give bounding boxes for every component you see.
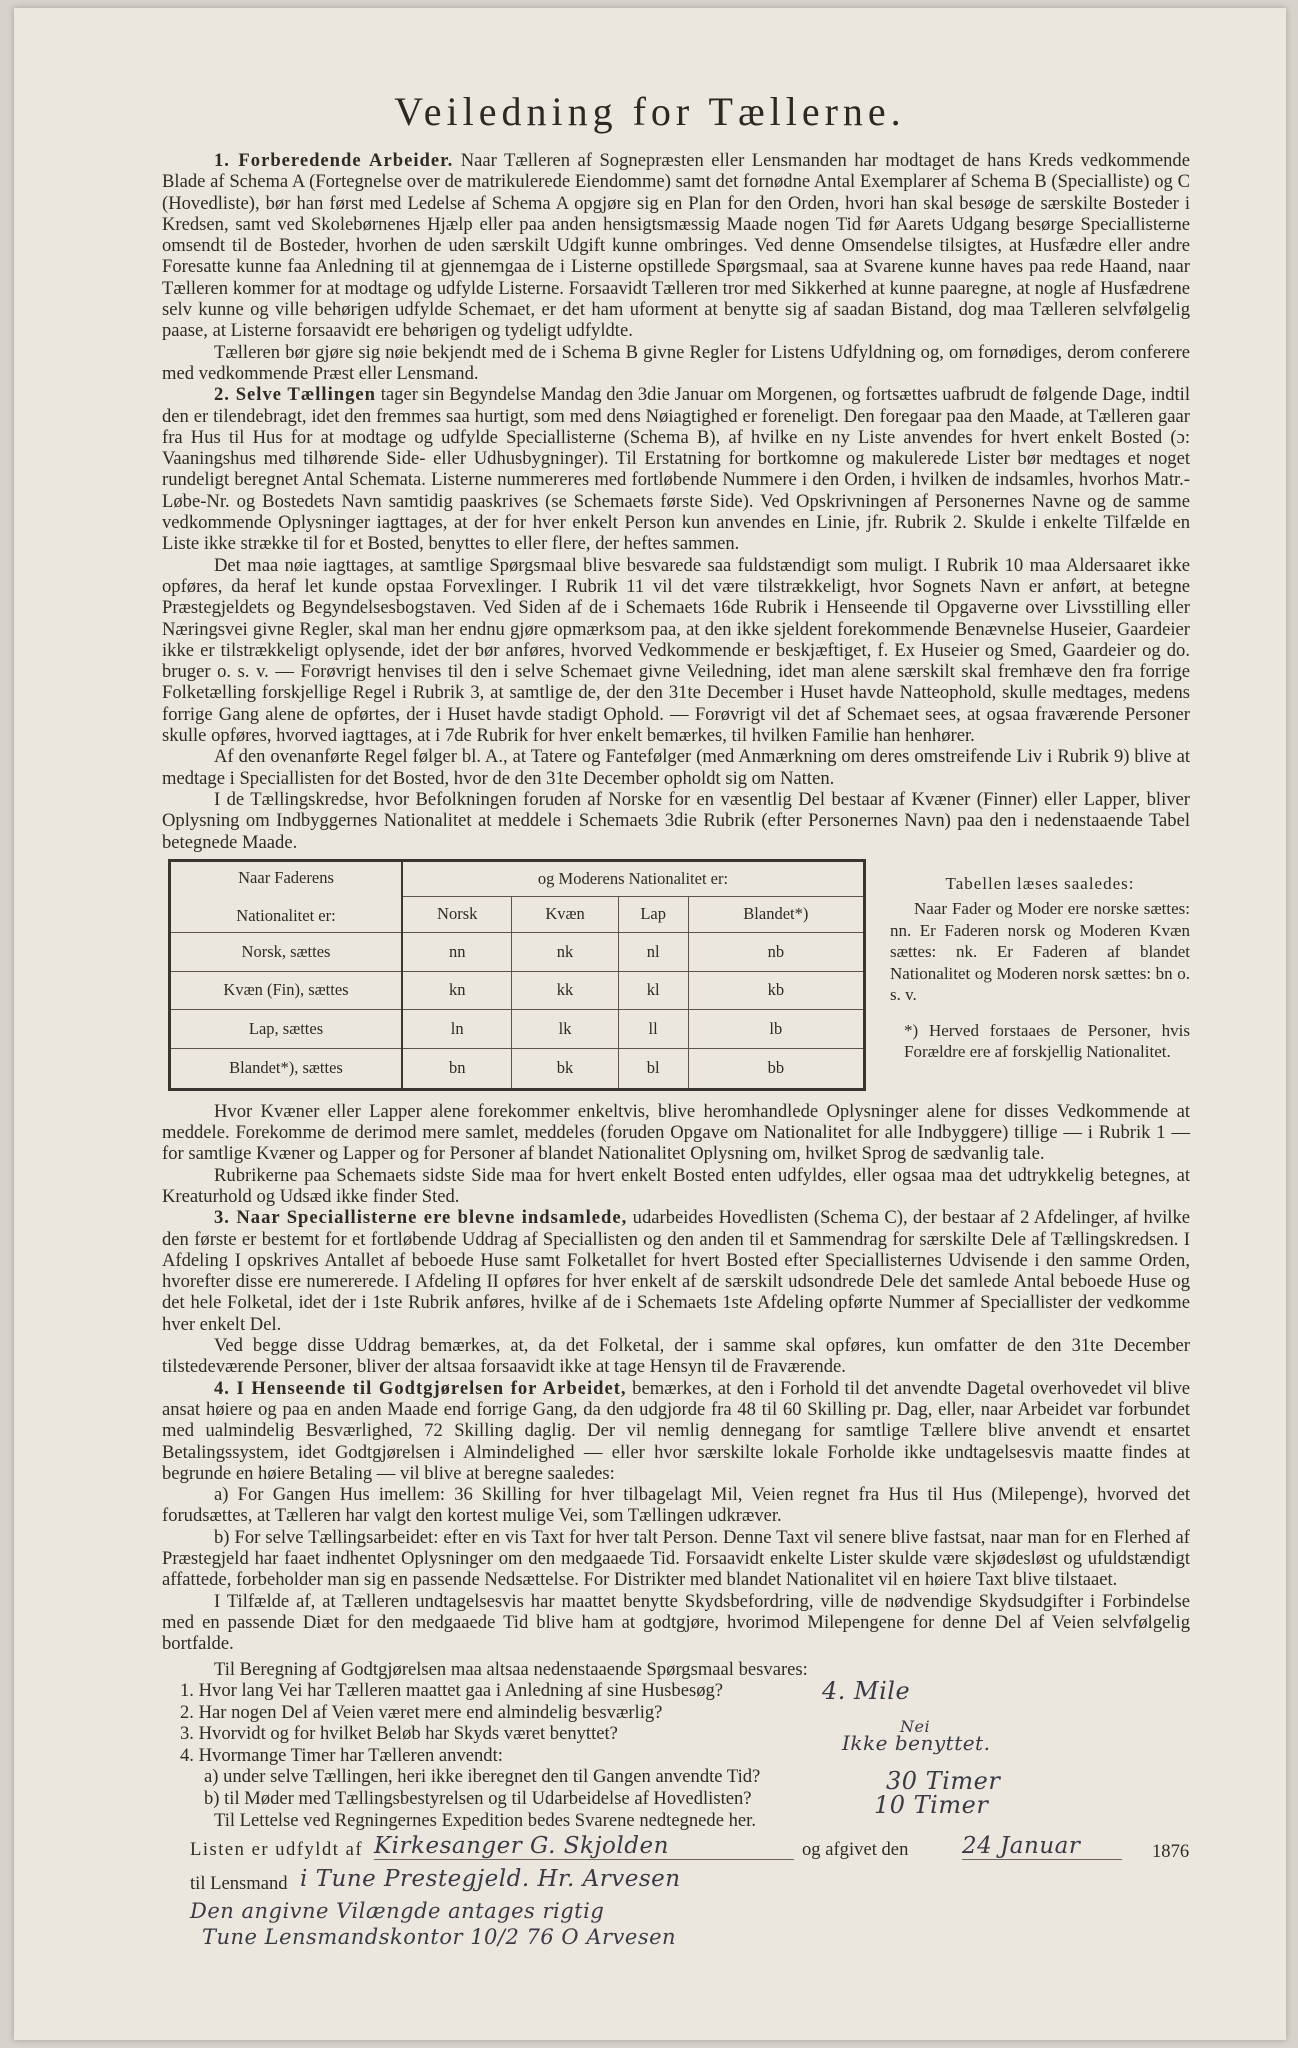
father-header	[170, 860, 403, 932]
section-text: tager sin Begyndelse Mandag den 3die Januar om Morgenen, og fortsættes uafbrudt de følgende Dage, indtil den er tilendebragt, idet den fremmes saa hurtigt, som med dens Nøiagtighed er foreneligt. Den foregaar paa den Maade, at Tælleren gaar fra Hus til Hus for at modtage og udfylde Speciallisterne (Schema B), af hvilke en ny Liste anvendes for hvert enkelt Bosted (ɔ: Vaaningshus med tilhørende Side- eller Udhusbygninger). Til Erstatning for bortkomne og makulerede Lister bør medtages et noget rundeligt beregnet Antal Schemata. Listerne nummereres med fortløbende Nummere i den Orden, i hvilken de indsamles, hvorhos Matr.-Løbe-Nr. og Bostedets Navn samtidig paaskrives (se Schemaets første Side). Ved Opskrivningen af Personernes Navne og de samme vedkommende Oplysninger iagttages, at der for hver enkelt Person kun anvendes en Linie, jfr. Rubrik 2. Skulde i enkelte Tilfælde en Liste ikke strække til for et Bosted, benyttes to eller flere, der heftes sammen.	[162, 384, 1190, 555]
paragraph: Rubrikerne paa Schemaets sidste Side maa for hvert enkelt Bosted enten udfyldes, eller ogsaa maa det udtrykkelig betegnes, at Kreaturhold og Udsæd ikke finder Sted.	[162, 1164, 1190, 1207]
answer-2: Nei	[900, 1716, 931, 1736]
lensmand-name: i Tune Prestegjeld. Hr. Arvesen	[300, 1865, 681, 1892]
questions-intro: Til Beregning af Godtgjørelsen maa altsaa nedenstaaende Spørgsmaal besvares:	[214, 1658, 808, 1680]
paragraph: Tælleren bør gjøre sig nøie bekjendt med de i Schema B givne Regler for Listens Udfyldning og, om fornødiges, derom conferere med vedkommende Præst eller Lensmand.	[162, 341, 1190, 384]
row-label: Kvæn (Fin), sættes	[170, 971, 403, 1010]
year: 1876	[1152, 1840, 1190, 1862]
questions-block	[162, 1658, 1190, 1831]
table-cell: bk	[512, 1049, 618, 1090]
answer-3: Ikke benyttet.	[842, 1730, 991, 1755]
table-explanation	[890, 873, 1190, 1063]
table-cell: nb	[688, 932, 864, 971]
father-header-line-2: Nationalitet er:	[236, 905, 336, 925]
document-page	[14, 8, 1286, 2040]
handwritten-note-1: Den angivne Vilængde antages rigtig	[190, 1898, 605, 1923]
row-label: Lap, sættes	[170, 1010, 403, 1049]
section-2	[162, 384, 1190, 554]
table-cell: ln	[402, 1010, 512, 1049]
section-heading: 1. Forberedende Arbeider.	[214, 150, 454, 171]
section-3	[162, 1207, 1190, 1335]
table-cell: ll	[618, 1010, 688, 1049]
col-header: Kvæn	[512, 896, 618, 932]
section-heading: 4. I Henseende til Godtgjørelsen for Arbeidet,	[214, 1377, 627, 1399]
table-cell: lk	[512, 1010, 618, 1049]
question-2: 2. Har nogen Del af Veien været mere end almindelig besværlig?	[180, 1701, 663, 1723]
question-1: 1. Hvor lang Vei har Tælleren maattet gaa i Anledning af sine Husbesøg?	[180, 1680, 724, 1702]
explanation-text: Naar Fader og Moder ere norske sættes: nn. Er Faderen norsk og Moderen Kvæn sættes: nk. Er Faderen af blandet Nationalitet og Moderen norsk sættes: bn o. s. v.	[890, 899, 1190, 1005]
col-header: Norsk	[402, 896, 512, 932]
explanation-footnote: *) Herved forstaaes de Personer, hvis Forældre ere af forskjellig Nationalitet.	[904, 1020, 1190, 1062]
page-title: Veiledning for Tællerne.	[394, 89, 906, 134]
filled-by: Kirkesanger G. Skjolden	[374, 1833, 794, 1860]
table-cell: bn	[402, 1049, 512, 1090]
table-cell: kk	[512, 971, 618, 1010]
table-cell: bb	[688, 1049, 864, 1090]
section-text: bemærkes, at den i Forhold til det anvendte Dagetal overhovedet vil blive ansat høiere og paa en anden Maade end forrige Gang, da den udgjorde fra 48 til 60 Skilling pr. Dag, eller, naar Arbeidet var forbundet med ualmindelig Besværlighed, 72 Skilling daglig. Der vil nemlig dennegang for samtlige Tællere blive anvendt et ensartet Betalingssystem, idet Godtgjørelsen i Almindelighed — eller hvor særskilte lokale Forholde ikke undtagelsesvis maatte findes at begrunde en høiere Betaling — vil blive at beregne saaledes:	[162, 1377, 1191, 1484]
table-cell: kb	[688, 971, 864, 1010]
instructions-body	[162, 150, 1190, 1957]
section-1	[162, 150, 1190, 342]
paragraph: a) For Gangen Hus imellem: 36 Skilling for hver tilbagelagt Mil, Veien regnet fra Hus til Hus (Milepenge), hvorved det forudsættes, at Tælleren har valgt den kortest mulige Vei, som Tællingen udkræver.	[162, 1484, 1190, 1527]
handwritten-note-2: Tune Lensmandskontor 10/2 76 O Arvesen	[202, 1924, 677, 1949]
row-label: Norsk, sættes	[170, 932, 403, 971]
afgivet-label: og afgivet den	[802, 1838, 909, 1860]
table-cell: nl	[618, 932, 688, 971]
answer-4a: 30 Timer	[886, 1766, 1001, 1795]
paragraph: Det maa nøie iagttages, at samtlige Spørgsmaal blive besvarede saa fuldstændigt som muligt. I Rubrik 10 maa Aldersaaret ikke opføres, da heraf let kunde opstaa Forvexlinger. I Rubrik 11 vil det være tilstrækkeligt, hvor Sognets Navn er anført, at betegne Præstegjeldets og Begyndelsesbogstaven. Ved Siden af de i Schemaets 16de Rubrik i Henseende til Opgaverne over Livsstilling eller Næringsvei givne Regler, skal man her endnu gjøre opmærksom paa, at den ikke sjeldent forekommende Benævnelse Huseier, Gaardeier ikke er tilstrækkeligt oplysende, idet der bør anføres, hvorved Vedkommende er beskjæftiget, f. Ex Huseier og Smed, Gaardeier og do. bruger o. s. v. — Forøvrigt henvises til den i selve Schemaet givne Veiledning, idet man alene særskilt skal fremhæve den fra forrige Folketælling forskjellige Regel i Rubrik 3, at samtlige de, der den 31te December i Huset havde Natteophold, skulle medtages, medens forrige Gang alene de opførtes, der i Huset havde stadigt Ophold. — Forøvrigt vil det af Schemaet sees, at ogsaa fraværende Personer skulle opføres, hvorved iagttages, at i 7de Rubrik for hver enkelt bemærkes, til hvilken Familie han henhører.	[162, 554, 1190, 747]
paragraph: I de Tællingskredse, hvor Befolkningen foruden af Norske for en væsentlig Del bestaar af Kvæner (Finner) eller Lapper, bliver Oplysning om Indbyggernes Nationalitet at meddele i Schemaets 3die Rubrik (efter Personernes Navn) paa den i nedenstaaende Tabel betegnede Maade.	[162, 788, 1190, 853]
signature-block	[162, 1833, 1190, 1933]
table-cell: nn	[402, 932, 512, 971]
answer-4b: 10 Timer	[874, 1790, 989, 1819]
table-row	[170, 971, 865, 1010]
date: 24 Januar	[962, 1833, 1122, 1860]
father-header-line-1: Naar Faderens	[238, 867, 334, 887]
answer-1: 4. Mile	[822, 1676, 911, 1705]
question-3: 3. Hvorvidt og for hvilket Beløb har Skyds været benyttet?	[180, 1723, 618, 1745]
table-cell: kn	[402, 971, 512, 1010]
paragraph: Hvor Kvæner eller Lapper alene forekommer enkeltvis, blive heromhandlede Oplysninger alene for disses Vedkommende at meddele. Forekomme de derimod mere samlet, meddeles (foruden Opgave om Nationalitet for alle Indbyggere) tillige — i Rubrik 1 — for samtlige Kvæner og Lapper og for Personer af blandet Nationalitet Oplysning om, hvilket Sprog de sædvanlig tale.	[162, 1100, 1190, 1165]
mother-header: og Moderens Nationalitet er:	[402, 860, 865, 896]
questions-outro: Til Lettelse ved Regningernes Expedition bedes Svarene nedtegnede her.	[214, 1809, 756, 1831]
question-4b: b) til Møder med Tællingsbestyrelsen og til Udarbeidelse af Hovedlisten?	[204, 1788, 752, 1810]
lensmand-label: til Lensmand	[190, 1872, 288, 1894]
table-cell: bl	[618, 1049, 688, 1090]
listen-label: Listen er udfyldt af	[190, 1838, 364, 1860]
paragraph: b) For selve Tællingsarbeidet: efter en vis Taxt for hver talt Person. Denne Taxt vil senere blive fastsat, naar man for en Flerhed af Præstegjeld har faaet indhentet Oplysninger om den medgaaede Tid. Forsaavidt enkelte Lister skulde være skjødesløst og ufuldstændigt affattede, forbeholder man sig en passende Nedsættelse. For Distrikter med blandet Nationalitet vil en høiere Taxt blive tilstaaet.	[162, 1526, 1190, 1591]
table-cell: nk	[512, 932, 618, 971]
table-row	[170, 932, 865, 971]
paragraph: Ved begge disse Uddrag bemærkes, at, da det Folketal, der i samme skal opføres, kun omfatter de den 31te December tilstedeværende Personer, bliver der altsaa forsaavidt ikke at tage Hensyn til de Fraværende.	[162, 1335, 1190, 1378]
section-heading: 3. Naar Speciallisterne ere blevne indsamlede,	[214, 1207, 628, 1229]
table-row	[170, 1049, 865, 1090]
section-4	[162, 1378, 1190, 1484]
question-4: 4. Hvormange Timer har Tælleren anvendt:	[180, 1744, 503, 1766]
table-cell: lb	[688, 1010, 864, 1049]
col-header: Lap	[618, 896, 688, 932]
nationality-table	[168, 859, 866, 1091]
table-row	[170, 1010, 865, 1049]
col-header: Blandet*)	[688, 896, 864, 932]
paragraph: Af den ovenanførte Regel følger bl. A., at Tatere og Fantefølger (med Anmærkning om deres omstreifende Liv i Rubrik 9) blive at medtage i Speciallisten for det Bosted, hvor de den 31te December opholdt sig om Natten.	[162, 746, 1190, 789]
nationality-table-area	[162, 859, 1190, 1097]
section-text: udarbeides Hovedlisten (Schema C), der bestaar af 2 Afdelinger, af hvilke den første er bestemt for et fortløbende Uddrag af Speciallisten og den anden til et Sammendrag for særskilte Dele af Tællingskredsen. I Afdeling I opskrives Antallet af beboede Huse samt Folketallet for hvert Bosted efter Speciallisternes Udvisende i den samme Orden, hvorefter disse ere numererede. I Afdeling II opføres for hver enkelt af de særskilt udsondrede Dele det samlede Antal beboede Huse og det hele Folketal, idet der i 1ste Rubrik anføres, hvilke af de i Schemaets 1ste Afdeling opførte Nummer af Speciallister der vedkomme hver enkelt Del.	[162, 1207, 1190, 1335]
row-label: Blandet*), sættes	[170, 1049, 403, 1090]
section-heading: 2. Selve Tællingen	[214, 384, 376, 406]
section-text: Naar Tælleren af Sognepræsten eller Lensmanden har modtaget de hans Kreds vedkommende Blade af Schema A (Fortegnelse over de matrikulerede Eiendomme) samt det fornødne Antal Exemplarer af Schema B (Specialliste) og C (Hovedliste), bør han først med Ledelse af Schema A opgjøre sig en Plan for den Orden, hvori han skal besøge de særskilte Bosteder i Kredsen, samt ved Skolebørnenes Hjælp eller paa anden hensigtsmæssig Maade nogen Tid før Aarets Udgang besørge Speciallisterne omsendt til de Bosteder, hvorhen de uden særskilt Udgift kunne ombringes. Ved denne Omsendelse tilsigtes, at Husfædre eller andre Foresatte kunne faa Anledning til at gjennemgaa de i Listerne opstillede Spørgsmaal, saa at Svarene kunne haves paa rede Haand, naar Tælleren kommer for at modtage og udfylde Listerne. Forsaavidt Tælleren tror med Sikkerhed at kunne paaregne, at nogle af Husfædrene selv kunne og ville behørigen udfylde Schemaet, er det ham uforment at benytte sig af saadan Bistand, dog maa Tælleren selvfølgelig paase, at Listerne forsaavidt ere behørigen og tydeligt udfyldte.	[162, 150, 1190, 342]
paragraph: I Tilfælde af, at Tælleren undtagelsesvis har maattet benytte Skydsbefordring, ville de nødvendige Skydsudgifter i Forbindelse med en passende Diæt for den medgaaede Tid blive ham at godtgjøre, hvorimod Milepengene for denne Del af Veien selvfølgelig bortfalde.	[162, 1590, 1190, 1655]
explanation-heading: Tabellen læses saaledes:	[945, 873, 1135, 893]
table-cell: kl	[618, 971, 688, 1010]
question-4a: a) under selve Tællingen, heri ikke iberegnet den til Gangen anvendte Tid?	[204, 1766, 761, 1788]
